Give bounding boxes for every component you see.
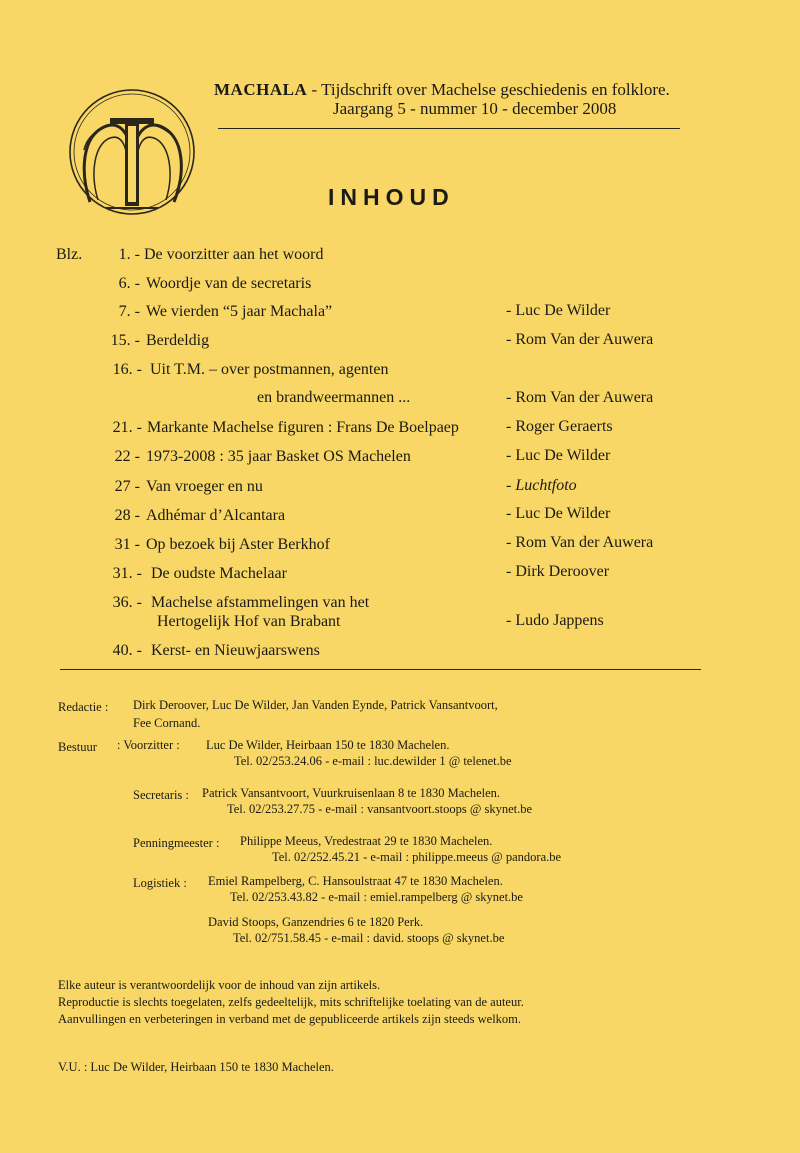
journal-name: MACHALA <box>214 80 308 99</box>
toc-title: Uit T.M. – over postmannen, agenten <box>150 361 389 378</box>
logistiek2-contact: Tel. 02/751.58.45 - e-mail : david. stoops @ skynet.be <box>233 931 505 945</box>
toc-page-number: 6. - <box>118 275 140 292</box>
issue-line: Jaargang 5 - nummer 10 - december 2008 <box>333 99 617 118</box>
toc-author-italic: Luchtfoto <box>515 477 577 494</box>
toc-title: 1973-2008 : 35 jaar Basket OS Machelen <box>146 448 411 465</box>
penningmeester-contact: Tel. 02/252.45.21 - e-mail : philippe.meeus @ pandora.be <box>272 850 562 864</box>
disclaimer-line: Elke auteur is verantwoordelijk voor de inhoud van zijn artikels. <box>58 978 381 992</box>
secretaris-contact: Tel. 02/253.27.75 - e-mail : vansantvoort.stoops @ skynet.be <box>227 802 533 816</box>
logistiek2-address: David Stoops, Ganzendries 6 te 1820 Perk. <box>208 915 424 929</box>
toc-author-prefix: - <box>506 477 516 494</box>
toc-title: Adhémar d’Alcantara <box>146 507 286 524</box>
toc-title: Woordje van de secretaris <box>146 275 312 292</box>
penningmeester-address: Philippe Meeus, Vredestraat 29 te 1830 Machelen. <box>240 834 493 848</box>
journal-subtitle: - Tijdschrift over Machelse geschiedenis en folklore. <box>307 80 670 99</box>
toc-title: Markante Machelse figuren : Frans De Boelpaep <box>147 419 459 436</box>
toc-author: - Ludo Jappens <box>506 612 604 629</box>
toc-prefix: Blz. <box>56 246 83 263</box>
redactie-line: Dirk Deroover, Luc De Wilder, Jan Vanden Eynde, Patrick Vansantvoort, <box>133 698 498 712</box>
toc-title-continuation: Hertogelijk Hof van Brabant <box>157 613 341 630</box>
toc-author: - Luc De Wilder <box>506 505 611 522</box>
toc-page-number: 21. - <box>112 419 142 436</box>
toc-title: Kerst- en Nieuwjaarswens <box>151 642 320 659</box>
logistiek-contact: Tel. 02/253.43.82 - e-mail : emiel.rampelberg @ skynet.be <box>230 890 523 904</box>
machala-monogram-logo <box>62 82 212 222</box>
toc-title-continuation: en brandweermannen ... <box>257 389 411 406</box>
toc-rule <box>60 669 701 670</box>
toc-page-number: 7. - <box>118 303 140 320</box>
toc-author: - Roger Geraerts <box>506 418 613 435</box>
toc-page-number: 16. - <box>112 361 142 378</box>
header-rule <box>218 128 680 129</box>
toc-title: De voorzitter aan het woord <box>144 246 324 263</box>
toc-title: Op bezoek bij Aster Berkhof <box>146 536 330 553</box>
voorzitter-label: : Voorzitter : <box>117 738 180 752</box>
toc-title: De oudste Machelaar <box>151 565 287 582</box>
toc-author: - Luc De Wilder <box>506 447 611 464</box>
toc-author: - Rom Van der Auwera <box>506 331 654 348</box>
toc-author: - Rom Van der Auwera <box>506 389 654 406</box>
responsible-publisher: V.U. : Luc De Wilder, Heirbaan 150 te 1830 Machelen. <box>58 1060 334 1074</box>
toc-title: Van vroeger en nu <box>146 478 263 495</box>
redactie-label: Redactie : <box>58 700 109 714</box>
voorzitter-address: Luc De Wilder, Heirbaan 150 te 1830 Machelen. <box>206 738 450 752</box>
secretaris-label: Secretaris : <box>133 788 189 802</box>
toc-title: We vierden “5 jaar Machala” <box>146 303 333 320</box>
toc-author: - Luc De Wilder <box>506 302 611 319</box>
toc-page-number: 15. - <box>110 332 140 349</box>
toc-title: Machelse afstammelingen van het <box>151 594 370 611</box>
logistiek-label: Logistiek : <box>133 876 187 890</box>
toc-page-number: 40. - <box>112 642 142 659</box>
disclaimer-line: Aanvullingen en verbeteringen in verband met de gepubliceerde artikels zijn steeds welkom. <box>58 1012 522 1026</box>
journal-header <box>214 80 670 100</box>
toc-author: - Rom Van der Auwera <box>506 534 654 551</box>
toc-page-number: 22 - <box>114 448 140 465</box>
toc-page-number: 31. - <box>112 565 142 582</box>
toc-page-number: 28 - <box>114 507 140 524</box>
disclaimer-line: Reproductie is slechts toegelaten, zelfs gedeeltelijk, mits schriftelijke toelating van de auteur. <box>58 995 524 1009</box>
toc-author <box>506 477 577 495</box>
toc-page-number: 31 - <box>114 536 140 553</box>
toc-page-number: 36. - <box>112 594 142 611</box>
voorzitter-contact: Tel. 02/253.24.06 - e-mail : luc.dewilder 1 @ telenet.be <box>234 754 512 768</box>
toc-author: - Dirk Deroover <box>506 563 610 580</box>
toc-page-number: 27 - <box>114 478 140 495</box>
toc-title: Berdeldig <box>146 332 210 349</box>
secretaris-address: Patrick Vansantvoort, Vuurkruisenlaan 8 te 1830 Machelen. <box>202 786 501 800</box>
redactie-line: Fee Cornand. <box>133 716 201 730</box>
bestuur-label: Bestuur <box>58 740 97 754</box>
page-title: INHOUD <box>328 184 455 210</box>
logistiek-address: Emiel Rampelberg, C. Hansoulstraat 47 te 1830 Machelen. <box>208 874 503 888</box>
penningmeester-label: Penningmeester : <box>133 836 220 850</box>
toc-page-number: 1. - <box>118 246 140 263</box>
